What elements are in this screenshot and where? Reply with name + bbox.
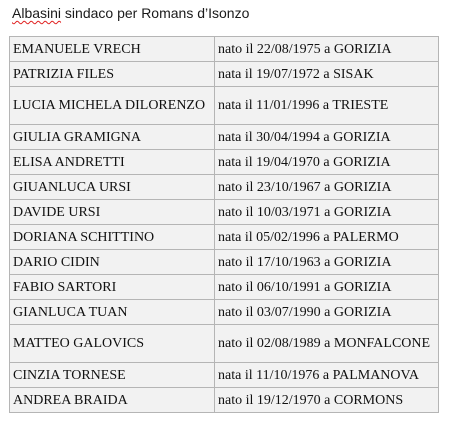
table-row bbox=[10, 200, 439, 225]
candidates-table bbox=[9, 36, 439, 413]
table-row bbox=[10, 175, 439, 200]
candidate-name: GIULIA GRAMIGNA bbox=[10, 125, 215, 150]
title-text: sindaco per Romans d’Isonzo bbox=[61, 5, 250, 21]
candidate-name: LUCIA MICHELA DILORENZO bbox=[10, 87, 215, 125]
document-title bbox=[12, 4, 249, 22]
candidate-name: EMANUELE VRECH bbox=[10, 37, 215, 62]
table-row bbox=[10, 37, 439, 62]
candidate-name: PATRIZIA FILES bbox=[10, 62, 215, 87]
candidate-birth: nato il 23/10/1967 a GORIZIA bbox=[215, 175, 439, 200]
candidate-birth: nata il 11/01/1996 a TRIESTE bbox=[215, 87, 439, 125]
table-row bbox=[10, 62, 439, 87]
candidate-name: CINZIA TORNESE bbox=[10, 363, 215, 388]
candidate-birth: nata il 11/10/1976 a PALMANOVA bbox=[215, 363, 439, 388]
candidate-name: GIANLUCA TUAN bbox=[10, 300, 215, 325]
candidate-birth: nata il 19/04/1970 a GORIZIA bbox=[215, 150, 439, 175]
candidate-birth: nato il 17/10/1963 a GORIZIA bbox=[215, 250, 439, 275]
table-row bbox=[10, 363, 439, 388]
table-row bbox=[10, 250, 439, 275]
candidate-birth: nato il 22/08/1975 a GORIZIA bbox=[215, 37, 439, 62]
candidate-name: DORIANA SCHITTINO bbox=[10, 225, 215, 250]
table-row bbox=[10, 388, 439, 413]
candidate-name: ELISA ANDRETTI bbox=[10, 150, 215, 175]
candidate-birth: nato il 03/07/1990 a GORIZIA bbox=[215, 300, 439, 325]
candidate-name: ANDREA BRAIDA bbox=[10, 388, 215, 413]
candidate-birth: nato il 02/08/1989 a MONFALCONE bbox=[215, 325, 439, 363]
candidate-name: DARIO CIDIN bbox=[10, 250, 215, 275]
candidate-birth: nata il 30/04/1994 a GORIZIA bbox=[215, 125, 439, 150]
table-row bbox=[10, 150, 439, 175]
table-row bbox=[10, 325, 439, 363]
table-row bbox=[10, 87, 439, 125]
table-row bbox=[10, 125, 439, 150]
table-row bbox=[10, 225, 439, 250]
candidate-name: GIUANLUCA URSI bbox=[10, 175, 215, 200]
candidate-name: FABIO SARTORI bbox=[10, 275, 215, 300]
candidate-birth: nato il 10/03/1971 a GORIZIA bbox=[215, 200, 439, 225]
candidate-name: DAVIDE URSI bbox=[10, 200, 215, 225]
title-flagged-word: Albasini bbox=[12, 5, 62, 21]
candidate-birth: nato il 19/12/1970 a CORMONS bbox=[215, 388, 439, 413]
candidate-birth: nato il 06/10/1991 a GORIZIA bbox=[215, 275, 439, 300]
table-row bbox=[10, 275, 439, 300]
candidate-birth: nata il 05/02/1996 a PALERMO bbox=[215, 225, 439, 250]
candidate-name: MATTEO GALOVICS bbox=[10, 325, 215, 363]
candidate-birth: nata il 19/07/1972 a SISAK bbox=[215, 62, 439, 87]
table-row bbox=[10, 300, 439, 325]
